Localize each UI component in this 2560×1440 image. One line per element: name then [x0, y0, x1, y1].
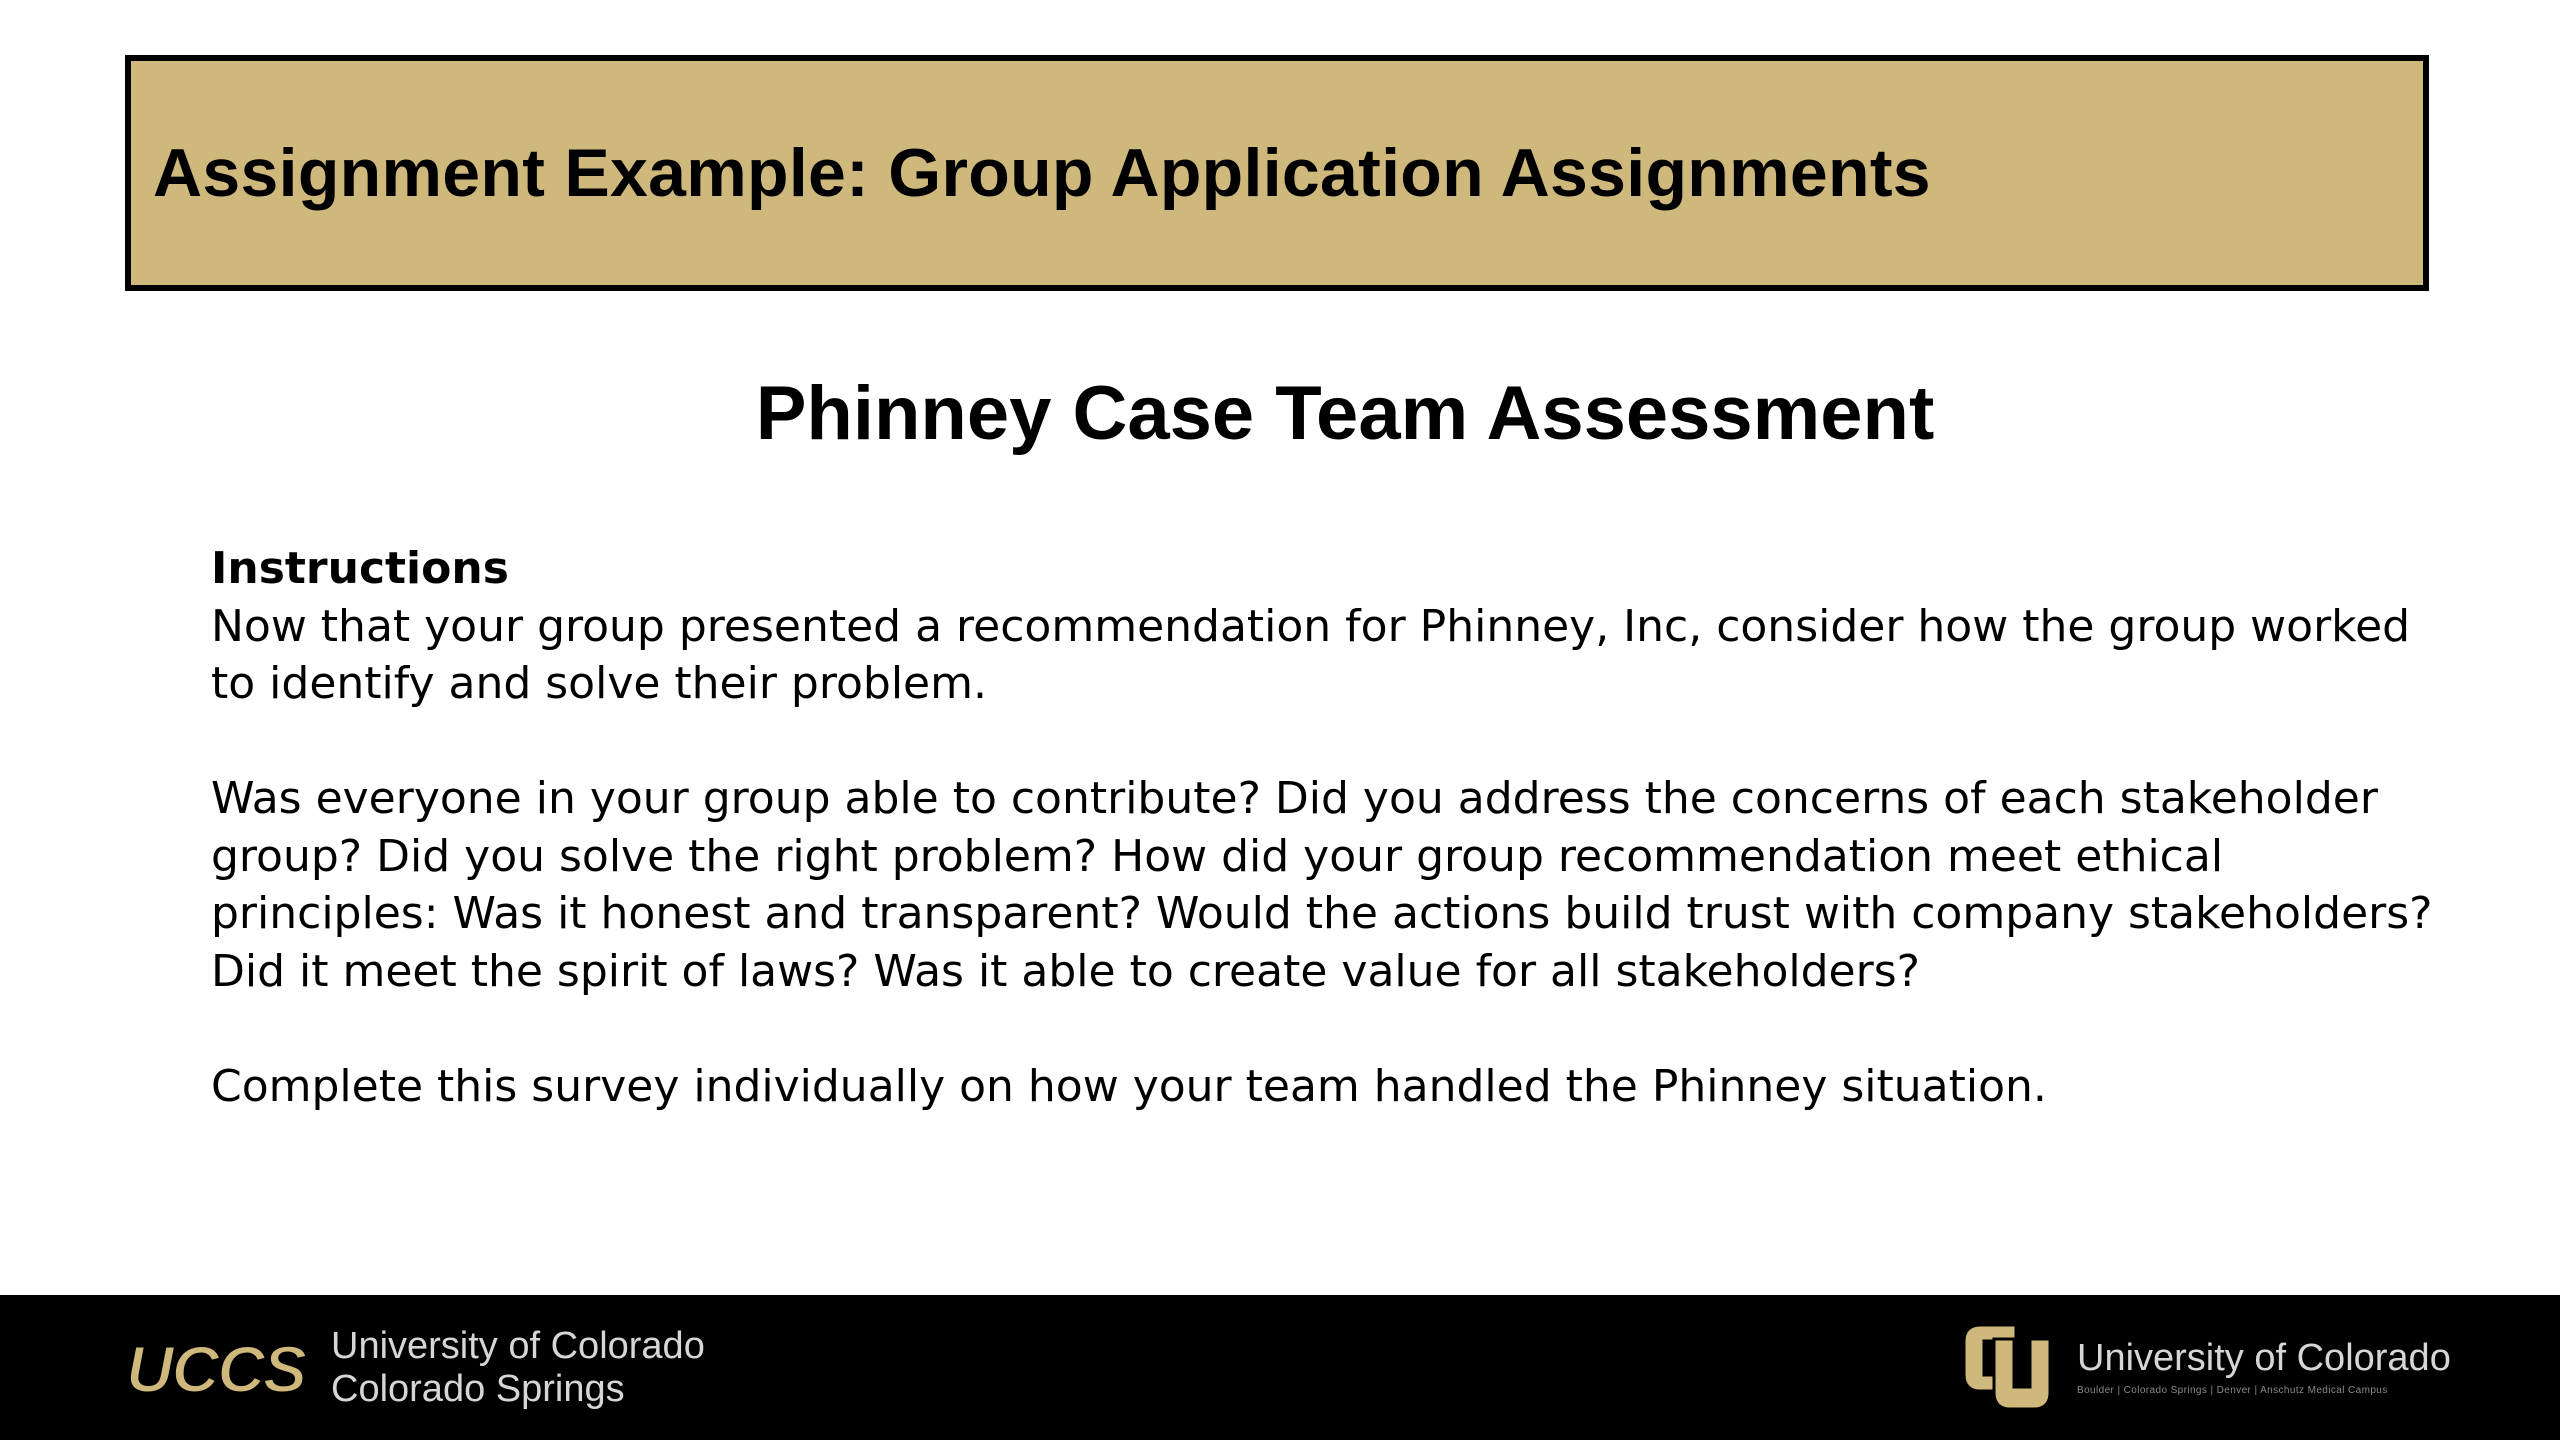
paragraph-survey: Complete this survey individually on how your team handled the Phinney situation.	[211, 1060, 2047, 1112]
uccs-wordmark: UCCS	[126, 1332, 306, 1406]
cu-campuses: Boulder | Colorado Springs | Denver | Anschutz Medical Campus	[2077, 1385, 2388, 1396]
slide-subtitle: Phinney Case Team Assessment	[755, 371, 1935, 456]
cu-university-name	[2077, 1337, 2451, 1396]
cu-name: University of Colorado	[2077, 1337, 2451, 1379]
paragraph-questions: Was everyone in your group able to contribute? Did you address the concerns of each stakeholder group? Did you solve the right problem? How did your group recommendation meet ethical principles: Was it honest and transparent? Would the actions build trust with company stakeholders? Did it meet the spirit of laws? Was it able to create value for all stakeholders?	[211, 773, 2433, 997]
cu-logo-icon	[1958, 1315, 2054, 1415]
uccs-logo	[126, 1332, 306, 1406]
uccs-name-line1: University of Colorado	[331, 1325, 705, 1367]
instructions-body	[211, 540, 2451, 1173]
uccs-name-line2: Colorado Springs	[331, 1368, 625, 1410]
uccs-university-name	[331, 1325, 705, 1411]
footer-bar	[0, 1295, 2560, 1440]
title-banner	[125, 55, 2429, 291]
instructions-heading: Instructions	[211, 543, 509, 594]
paragraph-intro: Now that your group presented a recommendation for Phinney, Inc, consider how the group worked to identify and solve their problem.	[211, 600, 2411, 709]
slide-title: Assignment Example: Group Application Assignments	[153, 135, 1931, 211]
